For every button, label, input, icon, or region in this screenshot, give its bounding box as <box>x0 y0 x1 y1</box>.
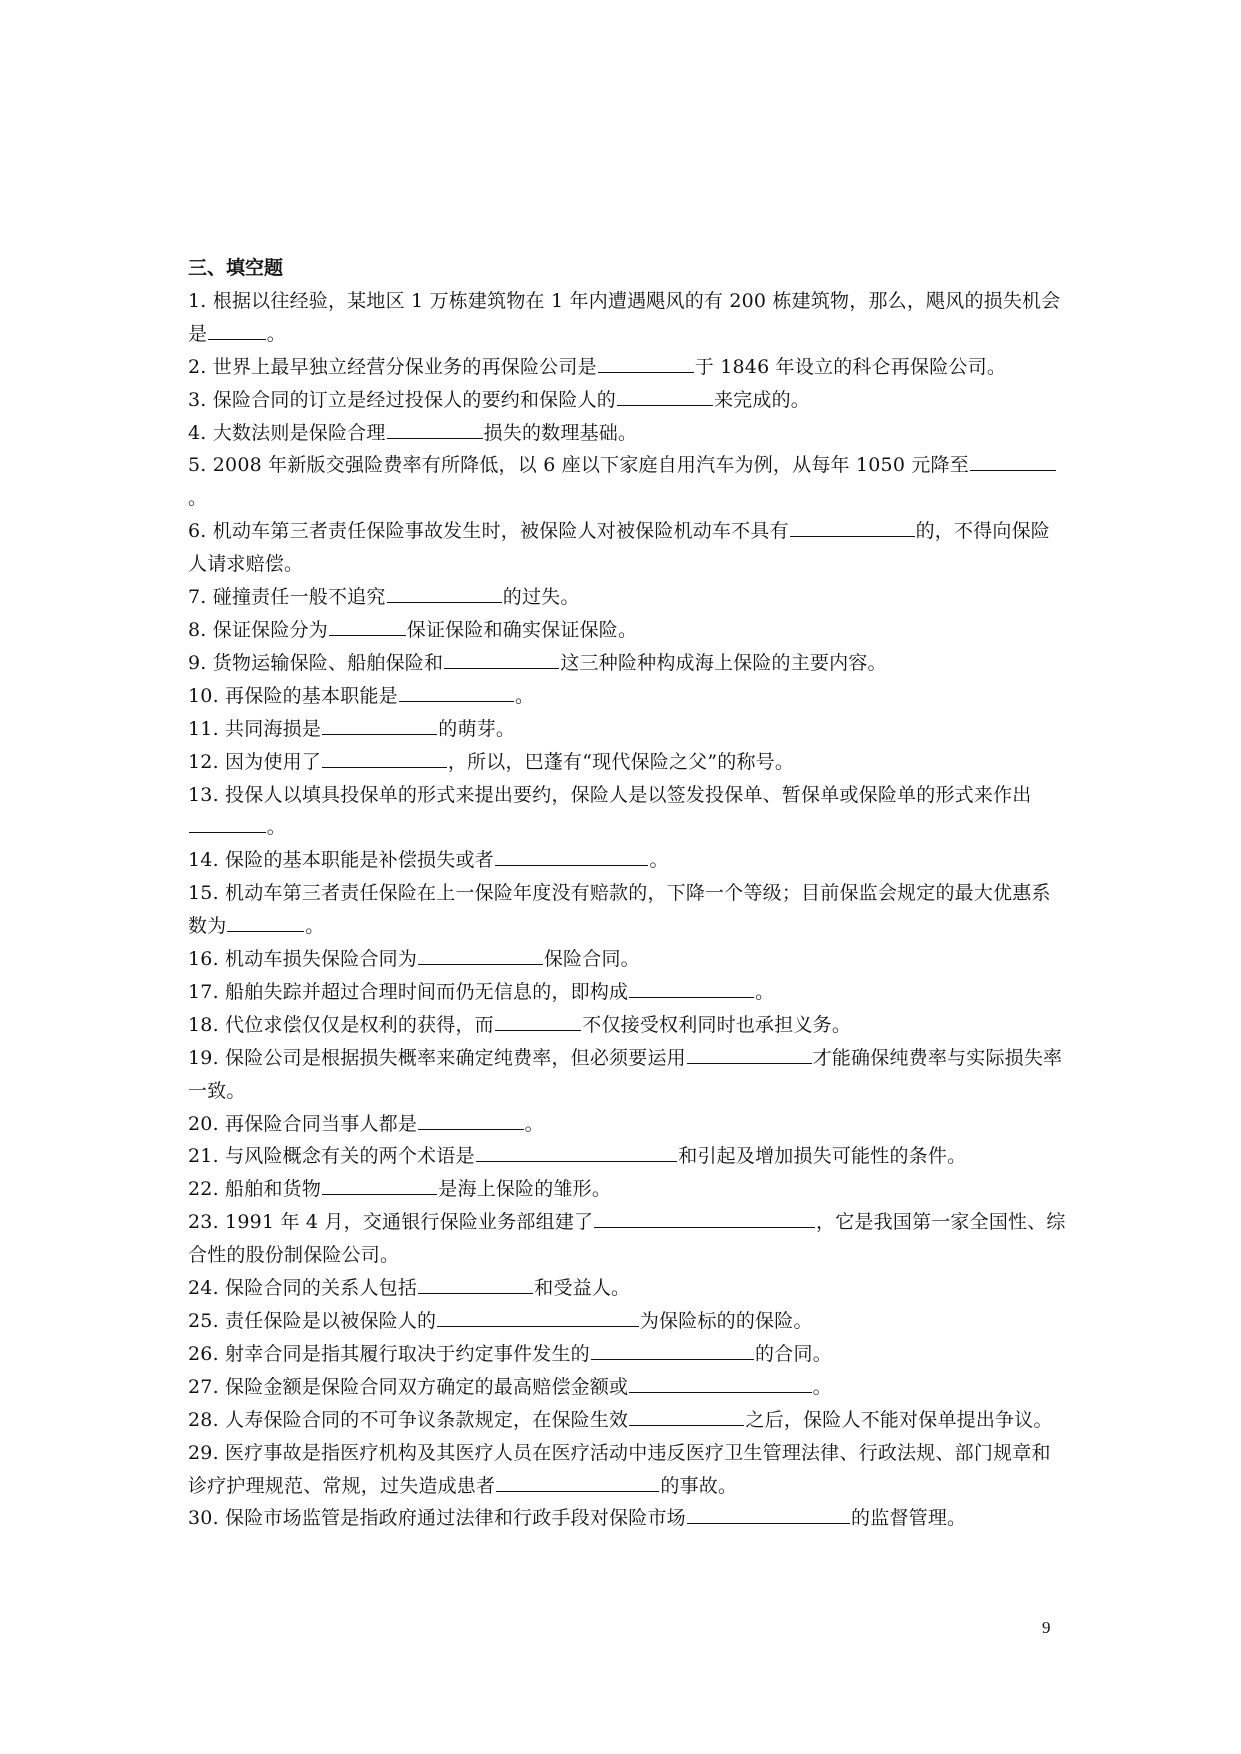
answer-blank <box>387 582 502 603</box>
question-3 <box>188 384 1068 417</box>
question-text: 和受益人。 <box>534 1277 631 1300</box>
question-text: 。 <box>266 322 286 345</box>
question-text: 的监督管理。 <box>851 1507 967 1530</box>
question-text: 来完成的。 <box>713 388 810 411</box>
question-text: 保证保险和确实保证保险。 <box>406 618 638 641</box>
answer-blank <box>399 681 514 702</box>
question-text: 的，不得向保险人请求赔偿。 <box>188 520 1050 576</box>
question-text: 17. 船舶失踪并超过合理时间而仍无信息的，即构成 <box>188 980 629 1003</box>
question-27 <box>188 1371 1068 1404</box>
question-text: 。 <box>649 849 669 872</box>
question-text: 。 <box>812 1375 832 1398</box>
question-14 <box>188 844 1068 877</box>
answer-blank <box>687 1043 812 1064</box>
answer-blank <box>444 648 559 669</box>
answer-blank <box>687 1504 850 1525</box>
question-text: 损失的数理基础。 <box>483 421 638 444</box>
question-23 <box>188 1206 1068 1272</box>
question-text: 9. 货物运输保险、船舶保险和 <box>188 651 444 674</box>
answer-blank <box>329 615 406 636</box>
question-text: 13. 投保人以填具投保单的形式来提出要约，保险人是以签发投保单、暂保单或保险单的形式来作出 <box>188 783 1032 806</box>
question-text: 之后，保险人不能对保单提出争议。 <box>745 1408 1053 1431</box>
question-text: 的萌芽。 <box>438 717 516 740</box>
answer-blank <box>418 1109 524 1130</box>
answer-blank <box>322 747 447 768</box>
question-2 <box>188 351 1068 384</box>
question-text: 21. 与风险概念有关的两个术语是 <box>188 1145 475 1168</box>
question-5 <box>188 449 1068 515</box>
page-number: 9 <box>1042 1618 1051 1637</box>
question-list <box>188 285 1068 1535</box>
question-29 <box>188 1437 1068 1503</box>
answer-blank <box>629 1405 744 1426</box>
answer-blank <box>790 516 915 537</box>
question-1 <box>188 285 1068 351</box>
question-text: 6. 机动车第三者责任保险事故发生时，被保险人对被保险机动车不具有 <box>188 520 789 543</box>
question-text: 24. 保险合同的关系人包括 <box>188 1277 418 1300</box>
question-text: 的过失。 <box>502 586 580 609</box>
question-text: 16. 机动车损失保险合同为 <box>188 948 418 971</box>
question-text: 为保险标的的保险。 <box>639 1310 813 1332</box>
question-text: 这三种险种构成海上保险的主要内容。 <box>560 651 887 674</box>
question-text: 的合同。 <box>755 1342 832 1365</box>
answer-blank <box>437 1306 639 1327</box>
question-10 <box>188 680 1068 713</box>
question-text: 。 <box>755 980 775 1003</box>
question-text: 和引起及增加损失可能性的条件。 <box>678 1145 967 1168</box>
answer-blank <box>598 352 694 373</box>
question-13 <box>188 779 1068 845</box>
question-11 <box>188 713 1068 746</box>
answer-blank <box>496 1471 659 1492</box>
question-text: 11. 共同海损是 <box>188 717 322 740</box>
answer-blank <box>208 319 266 340</box>
question-text: 29. 医疗事故是指医疗机构及其医疗人员在医疗活动中违反医疗卫生管理法律、行政法规、部门规章和诊疗护理规范、常规，过失造成患者 <box>188 1441 1051 1497</box>
question-text: 于 1846 年设立的科仑再保险公司。 <box>694 355 1007 378</box>
answer-blank <box>322 1174 437 1195</box>
question-7 <box>188 581 1068 614</box>
question-text: 5. 2008 年新版交强险费率有所降低，以 6 座以下家庭自用汽车为例，从每年 1050 元降至 <box>188 454 969 477</box>
question-text: 1. 根据以往经验，某地区 1 万栋建筑物在 1 年内遭遇飓风的有 200 栋建筑物，那么，飓风的损失机会是 <box>188 289 1061 345</box>
question-text: 3. 保险合同的订立是经过投保人的要约和保险人的 <box>188 388 616 411</box>
question-24 <box>188 1272 1068 1305</box>
question-30 <box>188 1502 1068 1535</box>
question-text: 。 <box>266 816 286 839</box>
question-text: 4. 大数法则是保险合理 <box>188 421 386 444</box>
question-text: 不仅接受权利同时也承担义务。 <box>582 1013 852 1036</box>
answer-blank <box>227 911 304 932</box>
answer-blank <box>629 977 754 998</box>
question-text: 28. 人寿保险合同的不可争议条款规定，在保险生效 <box>188 1408 629 1431</box>
question-text: 7. 碰撞责任一般不追究 <box>188 586 386 609</box>
question-26 <box>188 1338 1068 1371</box>
exam-content <box>188 252 1068 1535</box>
answer-blank <box>495 1010 581 1031</box>
question-12 <box>188 746 1068 779</box>
question-15 <box>188 877 1068 943</box>
question-text: 10. 再保险的基本职能是 <box>188 684 398 707</box>
question-18 <box>188 1009 1068 1042</box>
answer-blank <box>970 451 1056 472</box>
answer-blank <box>594 1207 815 1228</box>
answer-blank <box>617 385 713 406</box>
answer-blank <box>387 418 483 439</box>
question-text: 。 <box>188 487 208 510</box>
section-heading: 三、填空题 <box>188 257 284 279</box>
answer-blank <box>189 812 266 833</box>
question-text: 30. 保险市场监管是指政府通过法律和行政手段对保险市场 <box>188 1507 686 1530</box>
question-text: 才能确保纯费率与实际损失率一致。 <box>188 1046 1063 1102</box>
question-text: 。 <box>515 684 535 707</box>
question-8 <box>188 614 1068 647</box>
question-text: 15. 机动车第三者责任保险在上一保险年度没有赔款的，下降一个等级；目前保监会规定的最大优惠系数为 <box>188 882 1051 938</box>
question-text: 18. 代位求偿仅仅是权利的获得，而 <box>188 1013 494 1036</box>
question-text: 保险合同。 <box>543 948 640 971</box>
answer-blank <box>476 1142 678 1163</box>
question-text: 。 <box>524 1112 544 1135</box>
question-text: 23. 1991 年 4 月，交通银行保险业务部组建了 <box>188 1211 594 1234</box>
question-text: ，所以，巴蓬有“现代保险之父”的称号。 <box>447 750 795 773</box>
question-text: 12. 因为使用了 <box>188 750 322 773</box>
question-text: 。 <box>305 915 325 938</box>
question-text: 8. 保证保险分为 <box>188 618 328 641</box>
question-16 <box>188 943 1068 976</box>
question-21 <box>188 1140 1068 1173</box>
question-text: 是海上保险的雏形。 <box>438 1178 612 1201</box>
answer-blank <box>495 845 649 866</box>
question-text: 14. 保险的基本职能是补偿损失或者 <box>188 849 494 872</box>
question-19 <box>188 1042 1068 1108</box>
question-6 <box>188 515 1068 581</box>
question-text: ，它是我国第一家全国性、综合性的股份制保险公司。 <box>188 1211 1066 1267</box>
question-20 <box>188 1108 1068 1141</box>
answer-blank <box>591 1339 754 1360</box>
question-text: 的事故。 <box>660 1474 738 1497</box>
question-text: 25. 责任保险是以被保险人的 <box>188 1310 437 1332</box>
answer-blank <box>418 944 543 965</box>
question-text: 22. 船舶和货物 <box>188 1178 322 1201</box>
question-text: 19. 保险公司是根据损失概率来确定纯费率，但必须要运用 <box>188 1046 686 1069</box>
question-text: 27. 保险金额是保险合同双方确定的最高赔偿金额或 <box>188 1375 629 1398</box>
question-9 <box>188 647 1068 680</box>
question-28 <box>188 1404 1068 1437</box>
question-text: 2. 世界上最早独立经营分保业务的再保险公司是 <box>188 355 597 378</box>
question-22 <box>188 1173 1068 1206</box>
answer-blank <box>629 1372 811 1393</box>
answer-blank <box>418 1273 533 1294</box>
question-text: 20. 再保险合同当事人都是 <box>188 1112 418 1135</box>
question-4 <box>188 417 1068 450</box>
question-17 <box>188 976 1068 1009</box>
answer-blank <box>322 714 437 735</box>
question-25 <box>188 1305 1068 1338</box>
question-text: 26. 射幸合同是指其履行取决于约定事件发生的 <box>188 1342 590 1365</box>
